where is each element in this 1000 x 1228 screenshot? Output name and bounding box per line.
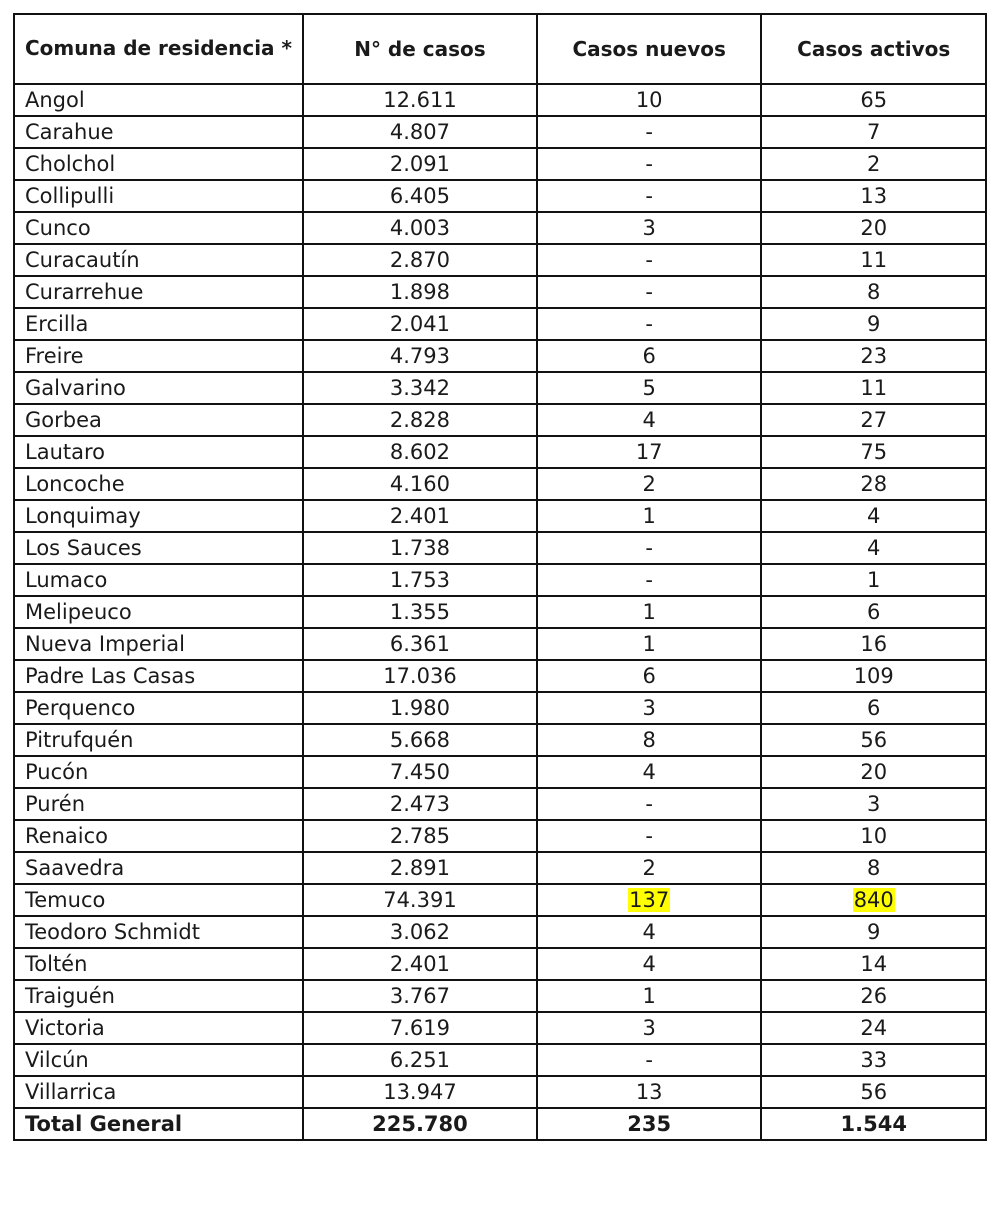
- table-row: [14, 564, 986, 596]
- cell-activos: 109: [761, 660, 986, 692]
- header-comuna: Comuna de residencia *: [14, 14, 303, 84]
- cell-casos: 2.091: [303, 148, 537, 180]
- cell-comuna: Villarrica: [14, 1076, 303, 1108]
- cell-comuna: Temuco: [14, 884, 303, 916]
- cell-nuevos: -: [537, 532, 762, 564]
- table-row: [14, 1044, 986, 1076]
- cell-comuna: Melipeuco: [14, 596, 303, 628]
- cell-casos: 2.041: [303, 308, 537, 340]
- cell-comuna: Freire: [14, 340, 303, 372]
- cell-nuevos: -: [537, 308, 762, 340]
- cell-comuna: Traiguén: [14, 980, 303, 1012]
- cell-activos: 2: [761, 148, 986, 180]
- table-row: [14, 820, 986, 852]
- table-row: [14, 308, 986, 340]
- cell-comuna: Carahue: [14, 116, 303, 148]
- cell-casos: 74.391: [303, 884, 537, 916]
- cell-activos: 20: [761, 212, 986, 244]
- cell-activos: 10: [761, 820, 986, 852]
- cell-activos: [761, 884, 986, 916]
- cell-casos: 6.251: [303, 1044, 537, 1076]
- cell-casos: 7.619: [303, 1012, 537, 1044]
- cell-comuna: Toltén: [14, 948, 303, 980]
- cell-comuna: Lautaro: [14, 436, 303, 468]
- cell-comuna: Angol: [14, 84, 303, 116]
- total-label: Total General: [14, 1108, 303, 1140]
- cell-casos: 17.036: [303, 660, 537, 692]
- cell-casos: 5.668: [303, 724, 537, 756]
- cell-activos: 33: [761, 1044, 986, 1076]
- cell-activos: 9: [761, 308, 986, 340]
- cell-activos: 14: [761, 948, 986, 980]
- cell-activos: 11: [761, 244, 986, 276]
- cell-comuna: Vilcún: [14, 1044, 303, 1076]
- highlighted-value: 137: [629, 888, 670, 912]
- cell-casos: 6.361: [303, 628, 537, 660]
- cell-casos: 3.062: [303, 916, 537, 948]
- table-row: [14, 980, 986, 1012]
- cell-casos: 1.753: [303, 564, 537, 596]
- cell-activos: 8: [761, 852, 986, 884]
- table-row: [14, 404, 986, 436]
- cell-comuna: Cholchol: [14, 148, 303, 180]
- cell-nuevos: 1: [537, 628, 762, 660]
- cell-nuevos: [537, 884, 762, 916]
- table-row: [14, 596, 986, 628]
- cell-comuna: Purén: [14, 788, 303, 820]
- table-row: [14, 660, 986, 692]
- cell-casos: 7.450: [303, 756, 537, 788]
- cell-casos: 2.891: [303, 852, 537, 884]
- cell-activos: 27: [761, 404, 986, 436]
- header-nuevos: Casos nuevos: [537, 14, 762, 84]
- table-row: [14, 212, 986, 244]
- cell-nuevos: 5: [537, 372, 762, 404]
- table-row: [14, 340, 986, 372]
- cell-activos: 9: [761, 916, 986, 948]
- total-casos: 225.780: [303, 1108, 537, 1140]
- cell-activos: 23: [761, 340, 986, 372]
- covid-cases-table: [13, 13, 987, 1141]
- cell-activos: 6: [761, 596, 986, 628]
- cell-activos: 16: [761, 628, 986, 660]
- cell-casos: 3.342: [303, 372, 537, 404]
- cell-casos: 1.898: [303, 276, 537, 308]
- cell-casos: 1.738: [303, 532, 537, 564]
- table-row: [14, 500, 986, 532]
- cell-nuevos: -: [537, 1044, 762, 1076]
- cell-comuna: Lonquimay: [14, 500, 303, 532]
- table-row: [14, 468, 986, 500]
- cell-casos: 4.160: [303, 468, 537, 500]
- cell-casos: 1.980: [303, 692, 537, 724]
- cell-nuevos: 8: [537, 724, 762, 756]
- total-row: [14, 1108, 986, 1140]
- cell-nuevos: -: [537, 820, 762, 852]
- cell-comuna: Collipulli: [14, 180, 303, 212]
- cell-comuna: Ercilla: [14, 308, 303, 340]
- table-row: [14, 948, 986, 980]
- cell-nuevos: -: [537, 148, 762, 180]
- cell-comuna: Perquenco: [14, 692, 303, 724]
- cell-activos: 20: [761, 756, 986, 788]
- cell-nuevos: 4: [537, 916, 762, 948]
- table-row: [14, 852, 986, 884]
- table-row: [14, 436, 986, 468]
- cell-casos: 2.785: [303, 820, 537, 852]
- highlighted-value: 840: [853, 888, 894, 912]
- cell-casos: 8.602: [303, 436, 537, 468]
- table-row: [14, 756, 986, 788]
- cell-nuevos: 1: [537, 596, 762, 628]
- cell-activos: 13: [761, 180, 986, 212]
- cell-nuevos: 10: [537, 84, 762, 116]
- table-row: [14, 884, 986, 916]
- cell-activos: 11: [761, 372, 986, 404]
- cell-comuna: Curacautín: [14, 244, 303, 276]
- cell-comuna: Saavedra: [14, 852, 303, 884]
- table-row: [14, 276, 986, 308]
- cell-casos: 4.807: [303, 116, 537, 148]
- cell-nuevos: 1: [537, 980, 762, 1012]
- cell-activos: 28: [761, 468, 986, 500]
- cell-comuna: Galvarino: [14, 372, 303, 404]
- cell-nuevos: 3: [537, 212, 762, 244]
- cell-nuevos: 6: [537, 660, 762, 692]
- cell-comuna: Cunco: [14, 212, 303, 244]
- total-activos: 1.544: [761, 1108, 986, 1140]
- cell-nuevos: 1: [537, 500, 762, 532]
- table-row: [14, 724, 986, 756]
- header-row: [14, 14, 986, 84]
- cell-casos: 2.401: [303, 948, 537, 980]
- cell-nuevos: 4: [537, 948, 762, 980]
- cell-nuevos: 4: [537, 756, 762, 788]
- cell-casos: 12.611: [303, 84, 537, 116]
- cell-comuna: Teodoro Schmidt: [14, 916, 303, 948]
- cell-activos: 24: [761, 1012, 986, 1044]
- cell-comuna: Nueva Imperial: [14, 628, 303, 660]
- table-row: [14, 244, 986, 276]
- cell-casos: 4.003: [303, 212, 537, 244]
- cell-nuevos: -: [537, 788, 762, 820]
- table-row: [14, 148, 986, 180]
- cell-comuna: Padre Las Casas: [14, 660, 303, 692]
- cell-casos: 2.401: [303, 500, 537, 532]
- cell-nuevos: -: [537, 180, 762, 212]
- cell-activos: 4: [761, 500, 986, 532]
- table-row: [14, 180, 986, 212]
- cell-activos: 56: [761, 1076, 986, 1108]
- cell-comuna: Renaico: [14, 820, 303, 852]
- cell-activos: 56: [761, 724, 986, 756]
- cell-activos: 8: [761, 276, 986, 308]
- cell-nuevos: -: [537, 276, 762, 308]
- cell-casos: 2.473: [303, 788, 537, 820]
- table-row: [14, 692, 986, 724]
- table-row: [14, 532, 986, 564]
- cell-activos: 75: [761, 436, 986, 468]
- table-row: [14, 116, 986, 148]
- cell-nuevos: -: [537, 116, 762, 148]
- cell-nuevos: -: [537, 244, 762, 276]
- table-row: [14, 372, 986, 404]
- cell-comuna: Pucón: [14, 756, 303, 788]
- cell-comuna: Gorbea: [14, 404, 303, 436]
- cell-casos: 1.355: [303, 596, 537, 628]
- cell-nuevos: 4: [537, 404, 762, 436]
- cell-comuna: Lumaco: [14, 564, 303, 596]
- cell-casos: 2.870: [303, 244, 537, 276]
- cell-casos: 6.405: [303, 180, 537, 212]
- cell-nuevos: 13: [537, 1076, 762, 1108]
- table-row: [14, 84, 986, 116]
- cell-nuevos: 6: [537, 340, 762, 372]
- cell-activos: 65: [761, 84, 986, 116]
- cell-casos: 2.828: [303, 404, 537, 436]
- header-casos: N° de casos: [303, 14, 537, 84]
- cell-nuevos: 2: [537, 468, 762, 500]
- total-nuevos: 235: [537, 1108, 762, 1140]
- table-row: [14, 1076, 986, 1108]
- cell-activos: 6: [761, 692, 986, 724]
- table-row: [14, 1012, 986, 1044]
- cell-nuevos: 17: [537, 436, 762, 468]
- cell-activos: 4: [761, 532, 986, 564]
- cell-comuna: Curarrehue: [14, 276, 303, 308]
- cell-nuevos: 3: [537, 692, 762, 724]
- cell-casos: 13.947: [303, 1076, 537, 1108]
- cell-casos: 3.767: [303, 980, 537, 1012]
- table-row: [14, 788, 986, 820]
- cell-nuevos: 2: [537, 852, 762, 884]
- cell-nuevos: 3: [537, 1012, 762, 1044]
- cell-comuna: Victoria: [14, 1012, 303, 1044]
- table-row: [14, 916, 986, 948]
- cell-activos: 3: [761, 788, 986, 820]
- table-row: [14, 628, 986, 660]
- cell-comuna: Loncoche: [14, 468, 303, 500]
- cell-nuevos: -: [537, 564, 762, 596]
- header-activos: Casos activos: [761, 14, 986, 84]
- cell-casos: 4.793: [303, 340, 537, 372]
- cell-activos: 26: [761, 980, 986, 1012]
- cell-comuna: Pitrufquén: [14, 724, 303, 756]
- cell-activos: 1: [761, 564, 986, 596]
- cell-comuna: Los Sauces: [14, 532, 303, 564]
- cell-activos: 7: [761, 116, 986, 148]
